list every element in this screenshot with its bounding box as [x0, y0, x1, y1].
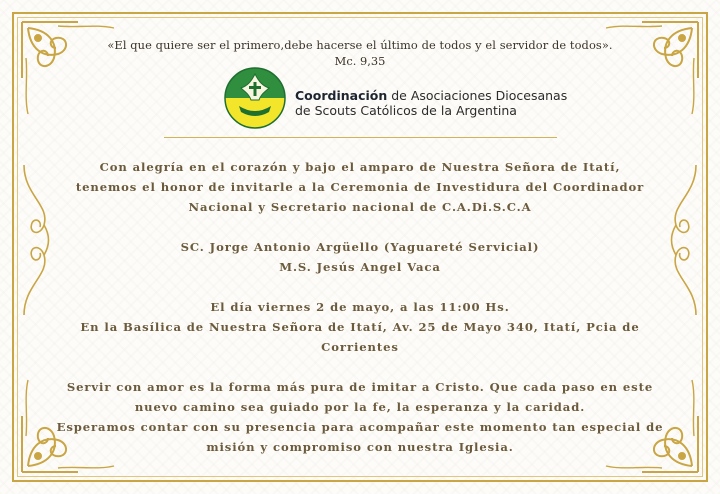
organization-logo — [223, 66, 568, 132]
event-line: El día viernes 2 de mayo, a las 11:00 Hs. — [210, 300, 510, 314]
closing-line: Servir con amor es la forma más pura de imitar a Cristo. Que cada paso en este — [66, 380, 654, 394]
invitation-paragraph — [40, 157, 680, 217]
bible-quote: «El que quiere ser el primero,debe hacerse el último de todos y el servidor de todos». — [107, 38, 613, 52]
closing-paragraph — [40, 377, 680, 457]
invitation-line: Con alegría en el corazón y bajo el amparo de Nuestra Señora de Itatí, — [99, 160, 621, 174]
closing-line: nuevo camino sea guiado por la fe, la esperanza y la caridad. — [134, 400, 586, 414]
event-details-paragraph — [40, 297, 680, 357]
closing-line: misión y compromiso con nuestra Iglesia. — [206, 440, 514, 454]
honorees-paragraph — [40, 237, 680, 277]
organization-name-bold: Coordinación — [295, 88, 388, 103]
event-line: En la Basílica de Nuestra Señora de Itatí, Av. 25 de Mayo 340, Itatí, Pcia de — [80, 320, 640, 334]
organization-name-line2: de Scouts Católicos de la Argentina — [295, 103, 517, 118]
organization-name — [295, 88, 567, 118]
gold-divider — [164, 137, 557, 138]
invitation-line: tenemos el honor de invitarle a la Ceremonia de Investidura del Coordinador — [75, 180, 645, 194]
event-line: Corrientes — [321, 340, 399, 354]
honoree-line: SC. Jorge Antonio Argüello (Yaguareté Servicial) — [180, 240, 540, 254]
scout-emblem-icon — [223, 66, 287, 130]
organization-name-rest: de Asociaciones Diocesanas — [387, 88, 568, 103]
invitation-content — [40, 0, 680, 494]
honoree-line: M.S. Jesús Angel Vaca — [279, 260, 441, 274]
bible-citation: Mc. 9,35 — [334, 54, 386, 68]
closing-line: Esperamos contar con su presencia para acompañar este momento tan especial de — [56, 420, 664, 434]
invitation-line: Nacional y Secretario nacional de C.A.Di.S.C.A — [188, 200, 532, 214]
